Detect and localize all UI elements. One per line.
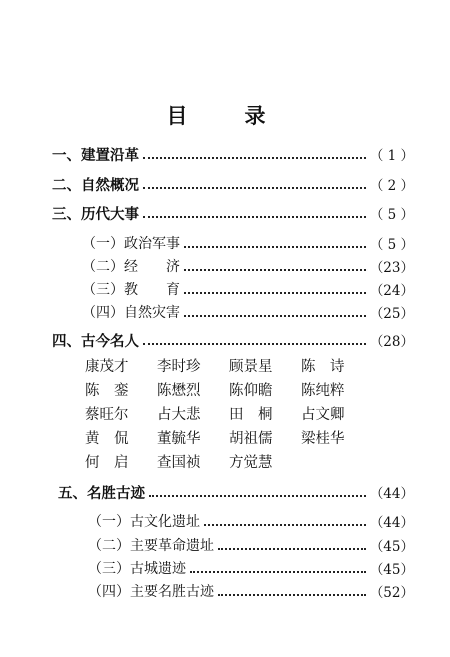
leader-dots [190,571,366,573]
toc-page: （23） [369,260,414,276]
toc-subentry[interactable] [88,511,414,531]
toc-subentry[interactable] [82,256,414,276]
toc-subentry[interactable] [88,535,414,555]
toc-subentry[interactable] [82,233,414,253]
leader-dots [143,157,366,159]
toc-page: （ 2 ） [369,178,414,194]
toc-label: （四）主要名胜古迹 [88,584,214,600]
toc-label: 二、自然概况 [52,176,139,194]
person-name: 陈 銮 [85,383,129,399]
toc-page: （52） [369,585,414,601]
leader-dots [149,495,366,497]
page-title: 目 录 [166,103,284,128]
toc-page: （28） [369,334,414,350]
toc-label: （二）主要革命遗址 [88,538,214,554]
toc-label: 三、历代大事 [52,205,139,223]
toc-page: （44） [369,486,414,502]
toc-page: （24） [369,283,414,299]
toc-page: （44） [369,515,414,531]
toc-page: （45） [369,539,414,555]
person-name: 田 桐 [229,407,273,423]
toc-subentry[interactable] [88,581,414,601]
person-name: 陈仰瞻 [229,383,273,399]
person-name: 查国祯 [157,455,201,471]
toc-label: （一）古文化遗址 [88,514,200,530]
toc-subentry[interactable] [82,279,414,299]
person-name: 李时珍 [157,359,201,375]
toc-entry[interactable] [52,174,414,194]
toc-entry[interactable] [52,330,414,350]
leader-dots [184,315,366,317]
leader-dots [184,246,366,248]
leader-dots [204,524,366,526]
toc-label: （三）教 育 [82,282,180,298]
leader-dots [143,343,366,345]
toc-label: （一）政治军事 [82,236,180,252]
person-name: 黄 侃 [85,431,129,447]
toc-page: （45） [369,562,414,578]
toc-page: （ 5 ） [369,237,414,253]
person-name: 占大悲 [157,407,201,423]
person-name: 陈 诗 [301,359,345,375]
toc-entry[interactable] [52,203,414,223]
toc-label: （四）自然灾害 [82,305,180,321]
person-name: 陈纯粹 [301,383,345,399]
toc-label: 一、建置沿革 [52,146,139,164]
toc-label: （二）经 济 [82,259,180,275]
toc-page: （ 5 ） [369,207,414,223]
person-name: 何 启 [85,455,129,471]
people-list [85,355,373,475]
leader-dots [218,594,366,596]
toc-label: （三）古城遗迹 [88,561,186,577]
toc-page: （25） [369,306,414,322]
leader-dots [184,269,366,271]
toc-subentry[interactable] [88,558,414,578]
leader-dots [143,216,366,218]
person-name: 梁桂华 [301,431,345,447]
person-name: 陈懋烈 [157,383,201,399]
person-name: 顾景星 [229,359,273,375]
toc-label: 五、名胜古迹 [58,484,145,502]
toc-entry[interactable] [58,482,414,502]
leader-dots [218,548,366,550]
person-name: 康茂才 [85,359,129,375]
person-name: 胡祖儒 [229,431,273,447]
toc-subentry[interactable] [82,302,414,322]
leader-dots [184,292,366,294]
person-name: 占文卿 [301,407,345,423]
person-name: 蔡旺尔 [85,407,129,423]
toc-label: 四、古今名人 [52,332,139,350]
person-name: 方觉慧 [229,455,273,471]
leader-dots [143,187,366,189]
toc-page: （ 1 ） [369,148,414,164]
toc-entry[interactable] [52,144,414,164]
person-name: 董毓华 [157,431,201,447]
